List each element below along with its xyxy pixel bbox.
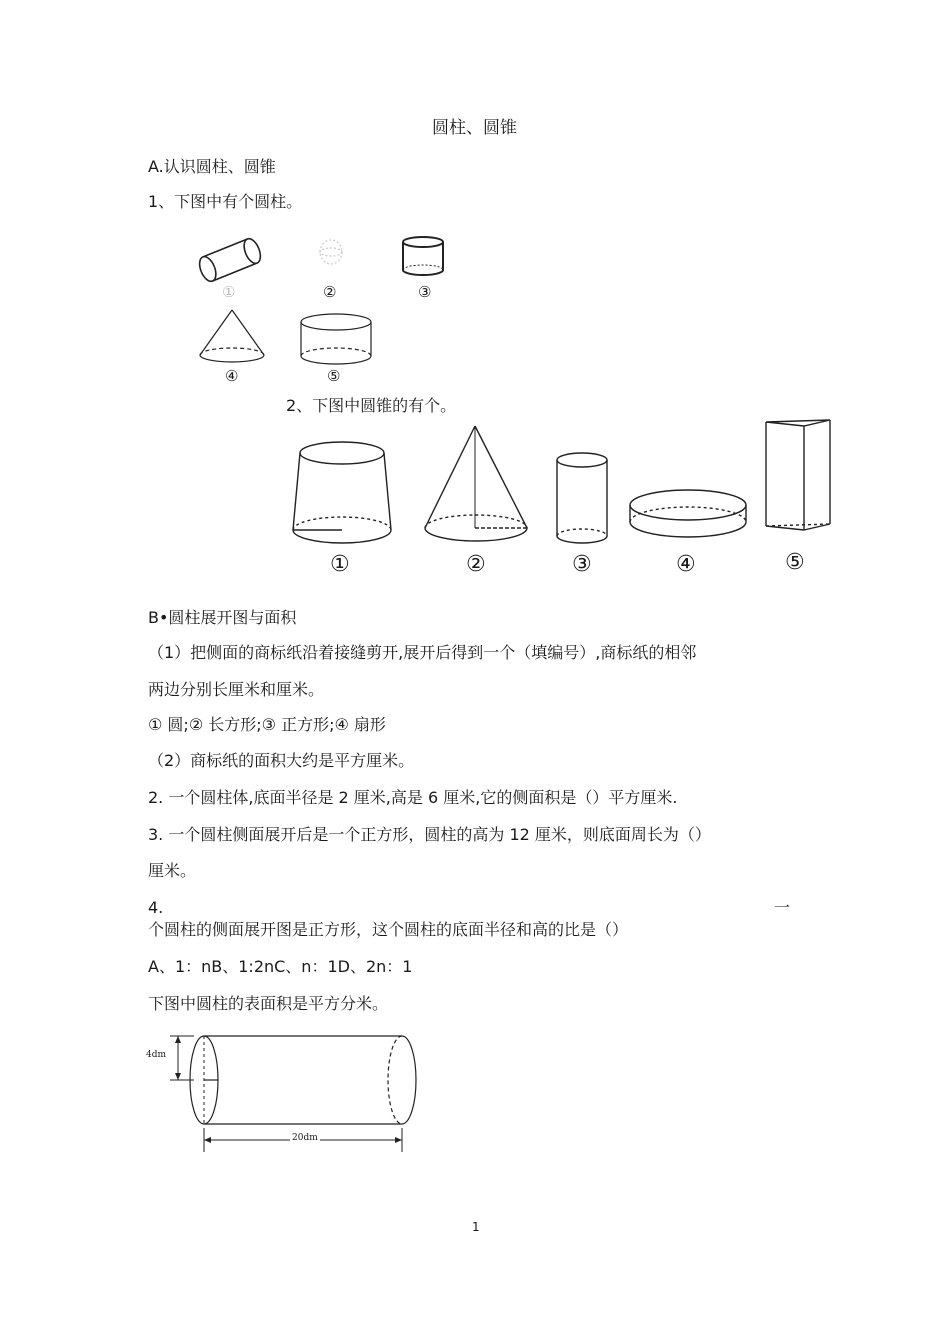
figure-1-label-2: ② [323,283,337,301]
figure-2-label-1: ① [330,552,350,577]
figure-1-shape-2 [320,240,342,264]
question-b4-choices: A、1：nB、1:2nC、n：1D、2n：1 [148,957,413,976]
figure-1-shapes [190,230,390,385]
section-b-heading: B•圆柱展开图与面积 [148,608,297,627]
question-b1-line1: （1）把侧面的商标纸沿着接缝剪开,展开后得到一个（填编号）,商标纸的相邻 [148,643,697,662]
question-b2: 2. 一个圆柱体,底面半径是 2 厘米,高是 6 厘米,它的侧面积是（）平方厘米. [148,788,678,807]
question-b3-line1: 3. 一个圆柱侧面展开后是一个正方形，圆柱的高为 12 厘米，则底面周长为（） [148,825,711,844]
question-b3-line2: 厘米。 [148,861,197,880]
page-number: 1 [472,1220,480,1234]
figure-2-shape-5 [766,420,830,530]
figure-1-label-4: ④ [225,367,239,385]
figure-1-shape-1 [196,236,263,283]
figure-2-label-3: ③ [572,552,592,577]
question-b4-line2: 个圆柱的侧面展开图是正方形，这个圆柱的底面半径和高的比是（） [148,920,629,939]
question-a1: 1、下图中有个圆柱。 [148,192,303,211]
question-a2: 2、下图中圆锥的有个。 [286,396,457,415]
figure-1-label-3: ③ [418,283,432,301]
figure-2-shape-2 [425,426,527,541]
figure-2-label-4: ④ [676,552,696,577]
figure-2-shape-4 [630,490,746,537]
question-b1-line2: 两边分别长厘米和厘米。 [148,680,325,699]
question-b1-options: ① 圆;② 长方形;③ 正方形;④ 扇形 [148,715,386,734]
figure-1-label-1: ① [222,283,236,301]
question-b1-part2: （2）商标纸的面积大约是平方厘米。 [148,751,415,770]
figure-2-shapes [285,418,845,548]
figure-2-label-2: ② [466,552,486,577]
figure-3-cylinder [144,1030,424,1160]
figure-1-shape-3 [403,237,443,275]
figure-3-length-label: 20dm [292,1133,318,1143]
figure-1-shape-4 [200,310,264,362]
figure-3-radius-label: 4dm [146,1050,167,1060]
figure-2-shape-1 [293,442,391,543]
question-b5: 下图中圆柱的表面积是平方分米。 [148,994,389,1013]
figure-2-shape-3 [557,453,607,543]
section-a-heading: A.认识圆柱、圆锥 [148,157,276,176]
question-b4-yi: 一 [774,898,791,917]
question-b4-number: 4. [148,898,164,917]
figure-1-label-5: ⑤ [327,367,341,385]
page-title: 圆柱、圆锥 [432,118,517,138]
figure-2-label-5: ⑤ [785,550,805,575]
figure-1-shape-5 [301,314,371,364]
